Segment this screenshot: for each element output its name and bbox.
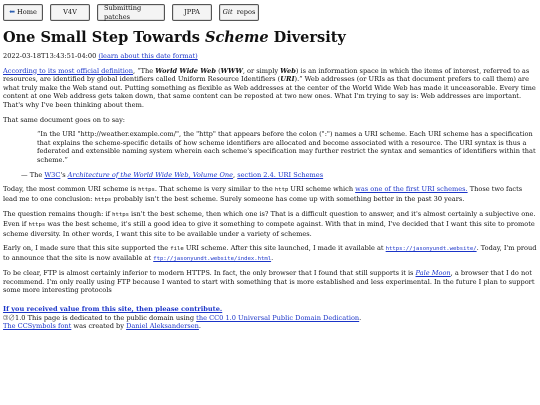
w3c-link[interactable]: W3C: [44, 170, 61, 179]
jppa-button[interactable]: JPPA: [172, 4, 212, 21]
v4v-button[interactable]: V4V: [50, 4, 90, 21]
date-format-link[interactable]: (learn about this date format): [98, 52, 198, 60]
post-date: [3, 52, 537, 61]
back-arrow-icon: ⬅: [9, 8, 15, 17]
first-uri-schemes-link[interactable]: was one of the first URI schemes.: [355, 185, 468, 194]
license-text: 🄯∅1.0 This page is dedicated to the public domain using: [3, 313, 197, 322]
cc0-link[interactable]: the CC0 1.0 Universal Public Domain Dedication: [196, 313, 360, 322]
footer: If you received value from this site, then please contribute. 🄯∅1.0 This page is dedicated to the public domain using the CC0 1.0 Universal Public Domain Dedication. The CCSymbols font was created by Daniel Aleksandersen.: [3, 305, 362, 331]
page-title: One Small Step Towards Scheme Diversity: [3, 29, 346, 46]
author-link[interactable]: Daniel Aleksandersen: [126, 322, 199, 331]
git-repos-button[interactable]: Git repos: [219, 4, 259, 21]
architecture-link[interactable]: Architecture of the World Wide Web, Volume One: [67, 170, 234, 179]
paragraph-same-document: That same document goes on to say:: [3, 115, 126, 124]
https-site-link[interactable]: https://jasonyundt.website/: [385, 246, 477, 253]
paragraph-intro: According to its most official definition, “The World Wide Web (WWW, or simply Web) is an information space in which the items of interest, referred to as resources, are identified by global identifiers called Uniform Resource Identifiers (URI).” Web addresses (or URIs as that document prefers to call them) are what truly make the Web stand out. Putting something as flexible as Web addresses at the center of the World Wide Web has made it unceasorable. Every time content at one Web address gets taken down, that same content can be reposted at two new ones. What I'm trying to say is: Web addresses are important. That's why I've been thinking about them.: [3, 66, 536, 109]
git-label: Git: [222, 8, 233, 17]
home-label: Home: [17, 8, 37, 17]
ccsymbols-font-link[interactable]: The CCSymbols font: [3, 322, 72, 331]
pale-moon-link[interactable]: Pale Moon: [415, 269, 451, 278]
definition-link[interactable]: According to its most official definition: [3, 66, 134, 75]
paragraph-ftp: To be clear, FTP is almost certainly inferior to modern HTTPS. In fact, the only browser that I found that still supports it is Pale Moon, a browser that I do not recommend. I'm only really using FTP because I wanted to start with something that is more established and less experimental. In the future I plan to support some more interesting protocols: [3, 269, 535, 295]
top-nav: [3, 4, 537, 21]
section-link[interactable]: section 2.4. URI Schemes: [237, 170, 324, 179]
paragraph-availability: Early on, I made sure that this site supported the file URI scheme. After this site launched, I made it available at https://jasonyundt.website/. Today, I'm proud to announce that the site is now available at ftp://jasonyundt.website/index.html.: [3, 244, 537, 262]
date-text: 2022-03-18T13:43:51-04:00: [3, 52, 97, 60]
home-button[interactable]: [3, 4, 43, 21]
ftp-site-link[interactable]: ftp://jasonyundt.website/index.html: [153, 255, 272, 262]
contribute-link[interactable]: If you received value from this site, then please contribute.: [3, 305, 223, 314]
quote-block: “In the URI "http://weather.example.com/", the "http" that appears before the colon (":") names a URI scheme. Each URI scheme has a specification that explains the scheme-specific details of how scheme identifiers are allocated and become associated with a resource. The URI syntax is thus a federated and extensible naming system wherein each scheme's specification may further restrict the syntax and semantics of identifiers within that scheme.”: [37, 130, 536, 164]
paragraph-https: Today, the most common URI scheme is https. That scheme is very similar to the http URI scheme which was one of the first URI schemes. Those two facts lead me to one conclusion: https probably isn't the best scheme. Surely someone has come up with something better in the past 30 years.: [3, 185, 523, 203]
paragraph-question: The question remains though: if https isn't the best scheme, then which one is? That is a difficult question to answer, and it's almost certainly a subjective one. Even if https was the best scheme, it's still a good idea to give it something to compete against. With that in mind, I've decided that I want this site to promote scheme diversity. In other words, I want this site to be available under a variety of schemes.: [3, 210, 536, 238]
quote-attribution: — The W3C's Architecture of the World Wide Web, Volume One, section 2.4. URI Schemes: [21, 170, 324, 179]
submitting-patches-button[interactable]: Submitting patches: [97, 4, 165, 21]
